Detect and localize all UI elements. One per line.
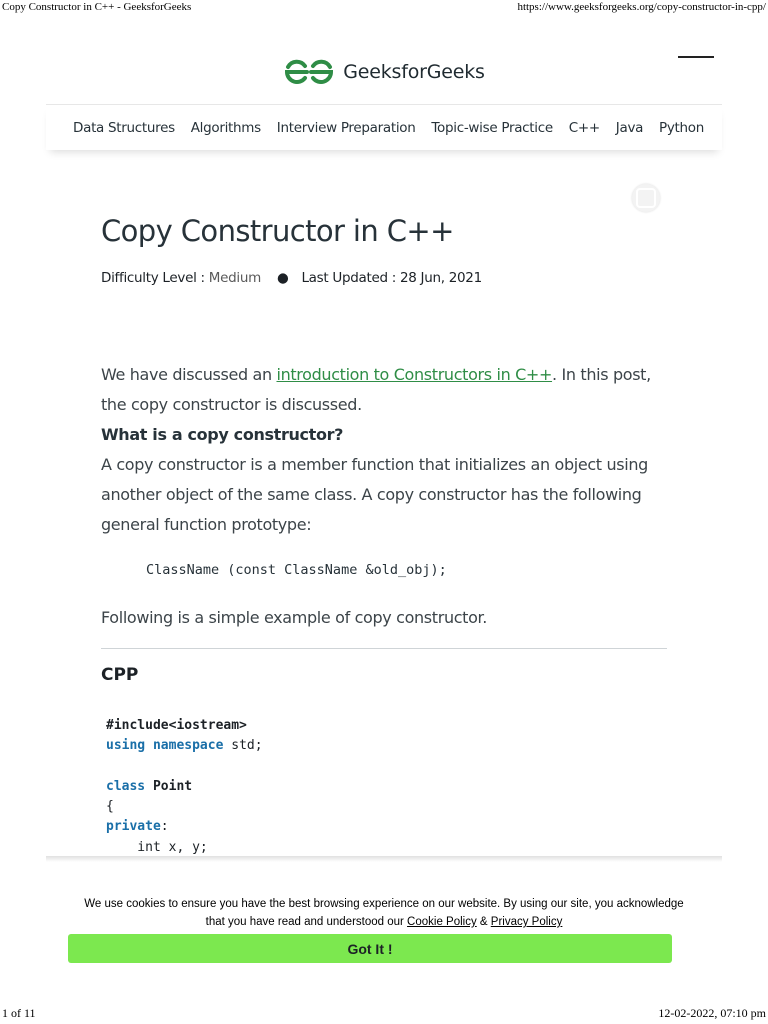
print-page-url: https://www.geeksforgeeks.org/copy-constructor-in-cpp/: [517, 1, 766, 13]
code-keyword: namespace: [152, 738, 224, 754]
code-line: #include<iostream>: [106, 718, 247, 733]
nav-item-interview-preparation[interactable]: Interview Preparation: [276, 119, 416, 136]
code-line: int x, y;: [106, 839, 208, 855]
example-intro: Following is a simple example of copy constructor.: [101, 608, 488, 627]
code-text: std;: [223, 738, 263, 754]
nav-item-cpp[interactable]: C++: [568, 119, 600, 136]
cookie-text: [46, 895, 722, 931]
code-keyword: private: [106, 819, 161, 835]
last-updated: Last Updated : 28 Jun, 2021: [301, 270, 482, 286]
cookie-policy-link[interactable]: Cookie Policy: [407, 916, 477, 928]
difficulty-label: Difficulty Level :: [101, 270, 205, 286]
intro-paragraph: [101, 360, 667, 420]
cookie-banner: [46, 862, 722, 982]
site-logo[interactable]: [0, 58, 768, 86]
nav-item-java[interactable]: Java: [615, 119, 644, 136]
logo-text: GeeksforGeeks: [343, 61, 485, 83]
code-keyword: class: [106, 778, 146, 794]
intro-text-before: We have discussed an: [101, 365, 277, 384]
cookie-line-1: We use cookies to ensure you have the best browsing experience on our website. By using our site, you acknowledge: [84, 898, 684, 910]
nav-item-algorithms[interactable]: Algorithms: [190, 119, 261, 136]
divider: [101, 648, 667, 649]
bookmark-button[interactable]: [632, 184, 660, 212]
got-it-button[interactable]: Got It !: [68, 934, 672, 963]
print-page-title: Copy Constructor in C++ - GeeksforGeeks: [2, 1, 192, 13]
code-block: [106, 716, 263, 858]
prototype-code: ClassName (const ClassName &old_obj);: [146, 562, 447, 578]
constructors-intro-link[interactable]: introduction to Constructors in C++: [276, 365, 553, 384]
intro-text-after: . In this post, the copy constructor is discussed.: [101, 365, 651, 414]
code-keyword: using: [106, 738, 146, 754]
print-footer: [0, 1006, 768, 1024]
code-text: :: [160, 819, 169, 835]
privacy-policy-link[interactable]: Privacy Policy: [490, 916, 563, 928]
nav-item-data-structures[interactable]: Data Structures: [73, 119, 175, 136]
page-title: Copy Constructor in C++: [101, 214, 454, 248]
print-header: [0, 0, 768, 16]
definition-paragraph: A copy constructor is a member function that initializes an object using another object of the same class. A copy constructor has the following general function prototype:: [101, 455, 648, 534]
cookie-amp: &: [476, 916, 491, 928]
nav-item-python[interactable]: Python: [659, 119, 704, 136]
page-number: 1 of 11: [2, 1006, 36, 1020]
bookmark-icon: [636, 188, 656, 208]
article-body: [101, 360, 667, 540]
main-nav: [46, 104, 722, 150]
nav-item-topic-wise-practice[interactable]: Topic-wise Practice: [431, 119, 553, 136]
section-heading: What is a copy constructor?: [101, 425, 344, 444]
code-text: {: [106, 799, 114, 815]
cookie-line-2: [46, 913, 722, 931]
article-meta: [101, 270, 482, 286]
gfg-logo-icon: [283, 58, 335, 86]
meta-separator-icon: ●: [276, 270, 289, 286]
print-datetime: 12-02-2022, 07:10 pm: [658, 1006, 766, 1020]
cookie-line-2-text: that you have read and understood our: [205, 916, 408, 928]
code-language-tab[interactable]: CPP: [101, 665, 139, 685]
code-text: Point: [145, 778, 193, 794]
difficulty-value[interactable]: Medium: [208, 270, 261, 286]
